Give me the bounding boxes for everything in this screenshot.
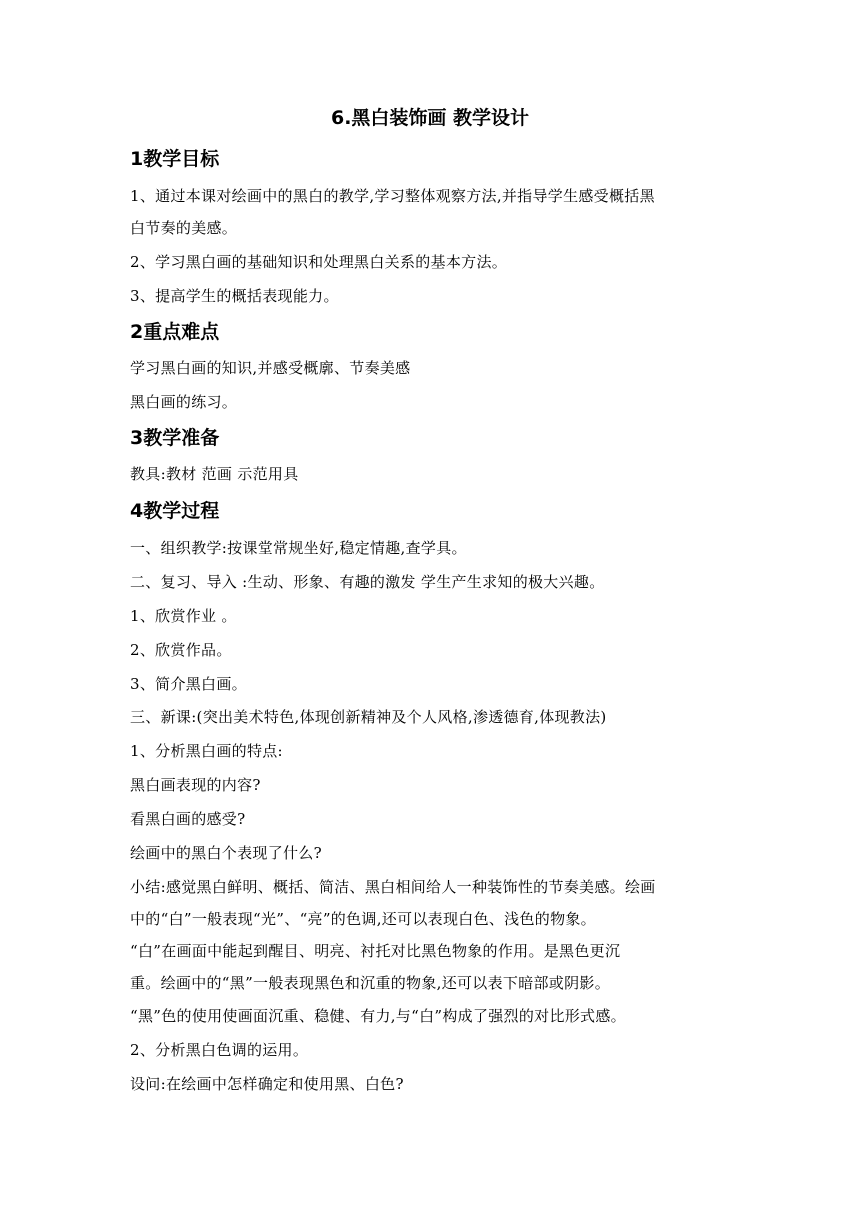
paragraph-line: 学习黑白画的知识,并感受概廓、节奏美感 [130, 359, 411, 377]
paragraph-line: “白”在画面中能起到醒目、明亮、衬托对比黑色物象的作用。是黑色更沉 [130, 942, 621, 960]
paragraph-line: 2、学习黑白画的基础知识和处理黑白关系的基本方法。 [130, 253, 508, 271]
paragraph-line: 重。绘画中的“黑”一般表现黑色和沉重的物象,还可以表下暗部或阴影。 [130, 974, 611, 992]
paragraph-line: 白节奏的美感。 [130, 219, 238, 237]
paragraph-line: 二、复习、导入 :生动、形象、有趣的激发 学生产生求知的极大兴趣。 [130, 573, 605, 591]
paragraph-line: 2、分析黑白色调的运用。 [130, 1041, 309, 1059]
document-title: 6.黑白装饰画 教学设计 [330, 107, 530, 129]
paragraph-line: 黑白画表现的内容? [130, 776, 261, 794]
paragraph-line: 一、组织教学:按课堂常规坐好,稳定情趣,查学具。 [130, 539, 467, 557]
paragraph-line: 中的“白”一般表现“光”、“亮”的色调,还可以表现白色、浅色的物象。 [130, 910, 596, 928]
paragraph-line: 3、提高学生的概括表现能力。 [130, 287, 339, 305]
section-heading-objectives: 1教学目标 [130, 148, 220, 170]
section-heading-process: 4教学过程 [130, 500, 220, 522]
section-heading-preparation: 3教学准备 [130, 427, 220, 449]
paragraph-line: 三、新课:(突出美术特色,体现创新精神及个人风格,渗透德育,体现教法) [130, 708, 607, 726]
paragraph-line: 设问:在绘画中怎样确定和使用黑、白色? [130, 1075, 404, 1093]
paragraph-line: 3、简介黑白画。 [130, 675, 247, 693]
paragraph-line: 绘画中的黑白个表现了什么? [130, 844, 322, 862]
paragraph-line: 1、通过本课对绘画中的黑白的教学,学习整体观察方法,并指导学生感受概括黑 [130, 187, 655, 205]
paragraph-line: 小结:感觉黑白鲜明、概括、简洁、黑白相间给人一种装饰性的节奏美感。绘画 [130, 878, 656, 896]
paragraph-line: 黑白画的练习。 [130, 393, 238, 411]
paragraph-line: 1、欣赏作业 。 [130, 607, 237, 625]
section-heading-key-points: 2重点难点 [130, 321, 220, 343]
paragraph-line: 看黑白画的感受? [130, 810, 246, 828]
paragraph-line: 1、分析黑白画的特点: [130, 742, 283, 760]
paragraph-line: 教具:教材 范画 示范用具 [130, 465, 299, 483]
paragraph-line: 2、欣赏作品。 [130, 641, 232, 659]
paragraph-line: “黑”色的使用使画面沉重、稳健、有力,与“白”构成了强烈的对比形式感。 [130, 1007, 626, 1025]
